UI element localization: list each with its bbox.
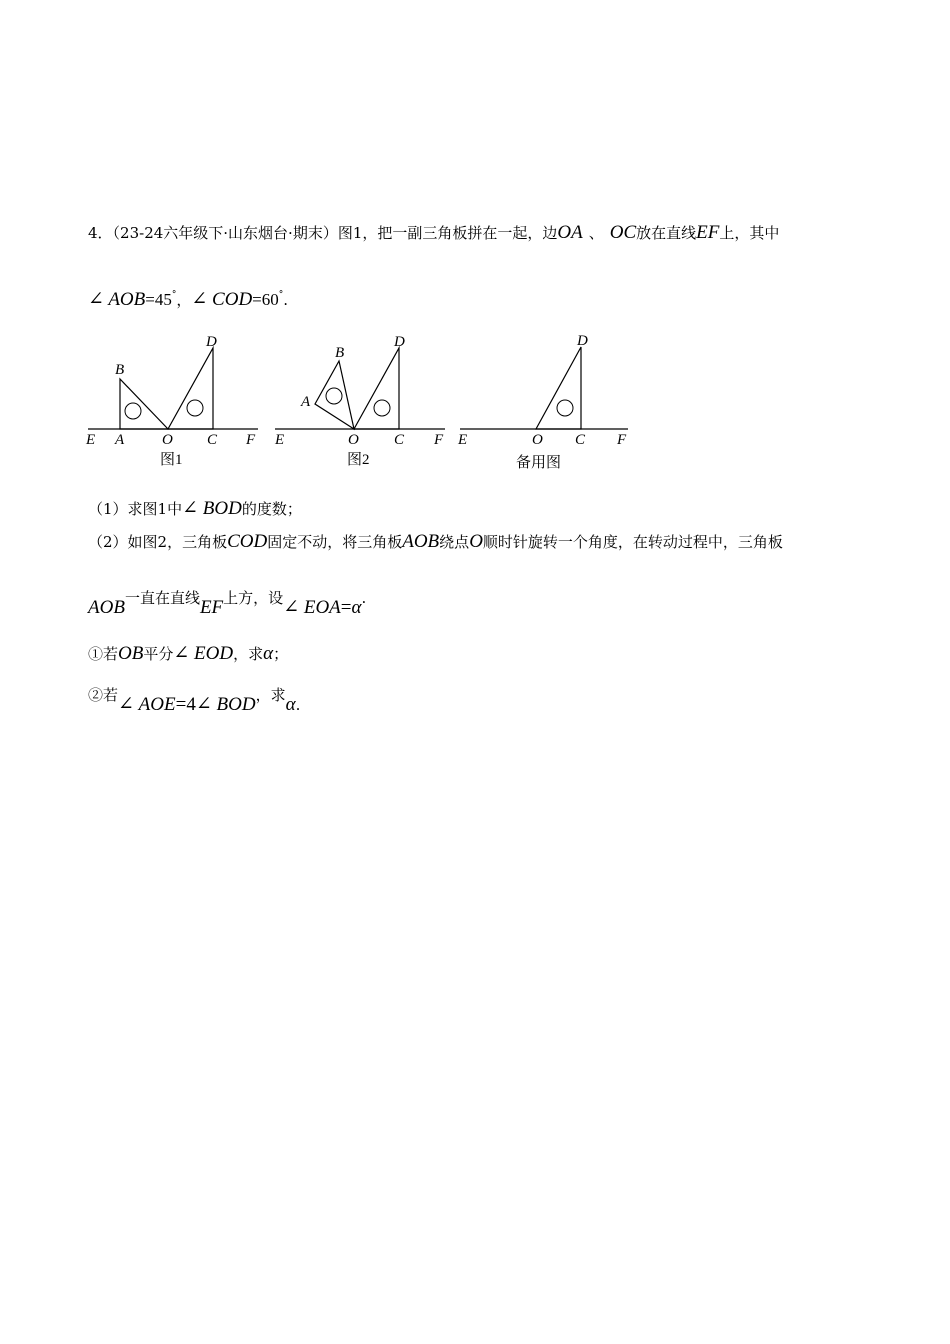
sub-question-2: [88, 683, 301, 715]
fig1-label-b: B: [115, 362, 125, 378]
math-angle-aob: ∠ AOB: [88, 289, 146, 310]
math-angle-bod: ∠ BOD: [182, 498, 242, 519]
math-eq-4: =4: [175, 694, 196, 715]
math-ef-2: EF: [199, 597, 224, 618]
fig1-label-o: O: [162, 432, 173, 448]
sub1-end: ；: [273, 645, 289, 663]
fig3-label-c: C: [575, 432, 586, 448]
fig1-label-e: E: [86, 432, 96, 448]
math-angle-bod-2: ∠ BOD: [195, 694, 256, 715]
q2-mid2: 绕点: [439, 533, 470, 551]
fig3-label-f: F: [617, 432, 627, 448]
math-angle-eod: ∠ EOD: [173, 643, 234, 664]
q2-mid3: 顺时针旋转一个角度，在转动过程中，三角板: [482, 533, 783, 551]
q2-end: .: [361, 589, 367, 607]
math-angle-aoe: ∠ AOE: [118, 694, 176, 715]
sub1-prefix: ①若: [88, 645, 119, 663]
math-cod: COD: [227, 531, 268, 552]
fig1-label-d: D: [206, 334, 217, 350]
fig1-triangle-aob: [120, 379, 168, 429]
period: .: [283, 291, 289, 309]
degree-sign-1: °: [171, 290, 177, 300]
problem-intro-b: 放在直线: [636, 224, 697, 242]
q2-mid5: 上方，设: [223, 589, 284, 607]
figure-2: [274, 334, 445, 468]
math-angle-eoa: ∠ EOA: [283, 597, 341, 618]
sub-question-1: [88, 642, 288, 665]
math-ob: OB: [118, 643, 144, 664]
math-alpha: α: [351, 597, 362, 618]
fig3-label-e: E: [458, 432, 468, 448]
sub1-mid2: ，求: [233, 645, 264, 663]
question-1: [88, 497, 302, 520]
math-aob: AOB: [402, 531, 440, 552]
degree-sign-2: °: [278, 290, 284, 300]
fig2-label-a: A: [301, 394, 311, 410]
fig2-triangle-aob: [315, 361, 354, 429]
fig1-hole-1: [125, 403, 141, 419]
figures-panel: [80, 330, 640, 480]
math-alpha-2: α: [263, 643, 274, 664]
fig3-hole: [557, 400, 573, 416]
math-angle-cod: ∠ COD: [191, 289, 253, 310]
math-alpha-3: α: [285, 694, 296, 715]
fig2-label-c: C: [394, 432, 405, 448]
math-oa: OA: [557, 222, 583, 243]
fig3-caption: 备用图: [516, 455, 562, 471]
fig1-label-f: F: [246, 432, 256, 448]
q2-prefix: （2）如图2，三角板: [88, 533, 228, 551]
q1-prefix: （1）求图1中: [88, 500, 183, 518]
fig2-label-f: F: [434, 432, 444, 448]
problem-intro-a: 图1，把一副三角板拼在一起，边: [337, 224, 558, 242]
problem-source: （23-24六年级下·山东烟台·期末）: [112, 224, 338, 242]
figure-1: [85, 334, 258, 468]
fig2-label-e: E: [275, 432, 285, 448]
comma: ，: [176, 291, 192, 309]
fig2-hole-2: [374, 400, 390, 416]
q2-mid4: 一直在直线: [124, 589, 200, 607]
sub2-mid: ，求: [255, 686, 286, 704]
fig2-label-o: O: [348, 432, 359, 448]
problem-number: 4．: [88, 224, 113, 242]
fig1-label-c: C: [207, 432, 218, 448]
sub1-mid: 平分: [143, 645, 174, 663]
question-2-line-1: [88, 531, 783, 553]
separator: 、: [588, 224, 604, 242]
math-oc: OC: [609, 222, 637, 243]
fig2-label-b: B: [335, 345, 345, 361]
question-2-line-2: [88, 586, 367, 618]
fig1-triangle-cod: [168, 348, 213, 429]
math-angle-aob-value: =45: [145, 290, 172, 309]
fig3-label-d: D: [577, 333, 588, 349]
problem-line-2: [88, 288, 288, 311]
fig2-label-d: D: [394, 334, 405, 350]
fig3-triangle-cod: [536, 347, 581, 429]
q1-suffix: 的度数；: [241, 500, 302, 518]
problem-intro-c: 上，其中: [719, 224, 780, 242]
sub2-end: .: [295, 696, 301, 714]
math-angle-cod-value: =60: [252, 290, 279, 309]
math-o: O: [469, 531, 483, 552]
math-aob-2: AOB: [88, 597, 125, 618]
fig2-caption: 图2: [347, 452, 370, 468]
fig1-hole-2: [187, 400, 203, 416]
sub2-prefix: ②若: [88, 686, 119, 704]
fig2-triangle-cod: [354, 348, 399, 429]
math-eq: =: [340, 597, 352, 618]
fig3-label-o: O: [532, 432, 543, 448]
fig2-hole-1: [326, 388, 342, 404]
q2-mid1: 固定不动，将三角板: [267, 533, 403, 551]
fig1-label-a: A: [115, 432, 125, 448]
math-ef: EF: [696, 222, 720, 243]
fig1-caption: 图1: [160, 452, 183, 468]
figure-spare: [457, 333, 628, 471]
problem-line-1: [88, 222, 779, 244]
